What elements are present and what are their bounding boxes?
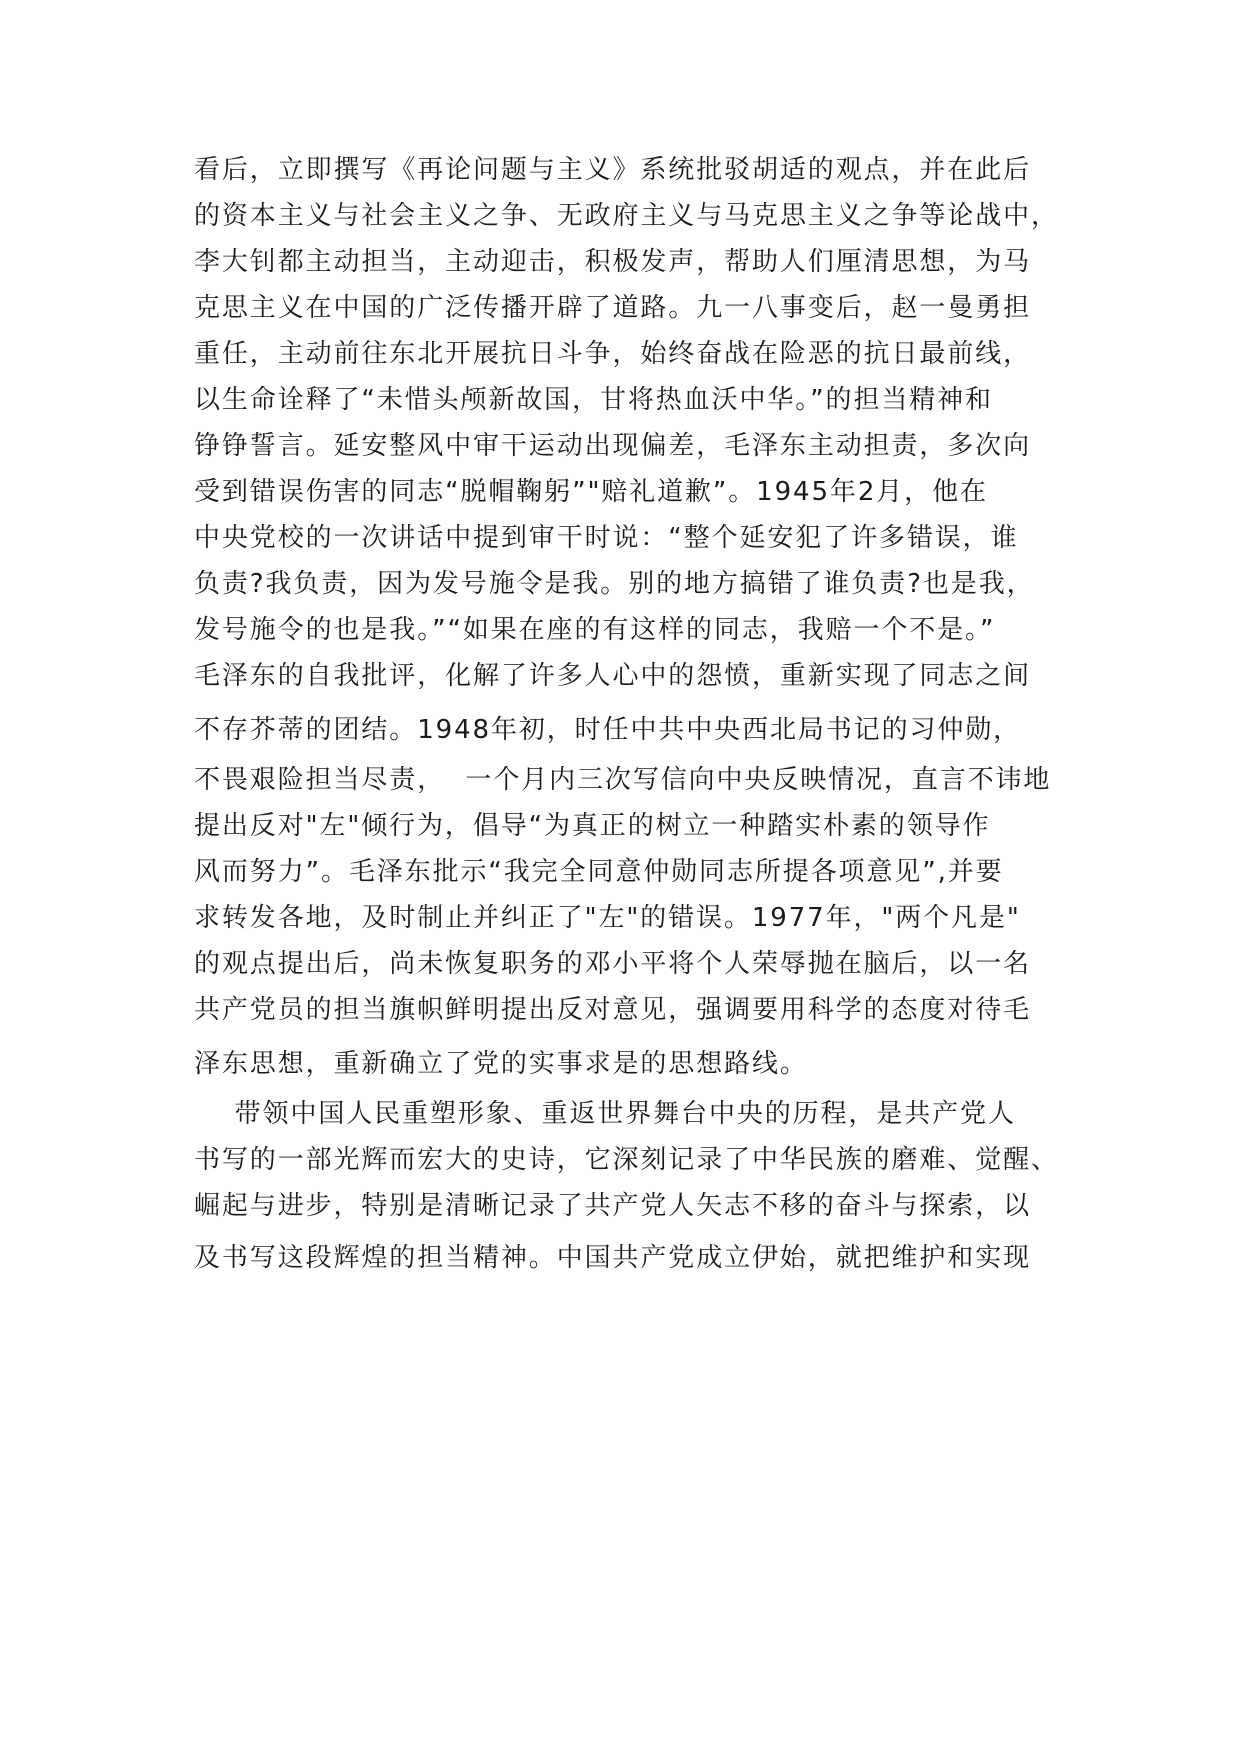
text-line: 泽东思想，重新确立了党的实事求是的思想路线。 — [194, 1049, 808, 1079]
text-line: 克思主义在中国的广泛传播开辟了道路。九一八事变后，赵一曼勇担 — [194, 293, 1032, 323]
text-line: 中央党校的一次讲话中提到审干时说：“整个延安犯了许多错误，谁 — [194, 523, 1019, 553]
text-line: 看后，立即撰写《再论问题与主义》系统批驳胡适的观点，并在此后 — [194, 155, 1032, 185]
text-line: 求转发各地，及时制止并纠正了"左"的错误。1977年，"两个凡是" — [194, 903, 1021, 933]
text-line: 不畏艰险担当尽责， 一个月内三次写信向中央反映情况，直言不讳地 — [194, 765, 1052, 795]
text-line: 及书写这段辉煌的担当精神。中国共产党成立伊始，就把维护和实现 — [194, 1243, 1032, 1273]
text-line: 负责?我负责，因为发号施令是我。别的地方搞错了谁负责?也是我， — [194, 569, 1035, 599]
text-line: 风而努力”。毛泽东批示“我完全同意仲勋同志所提各项意见”,并要 — [194, 857, 1004, 887]
text-line: 崛起与进步，特别是清晰记录了共产党人矢志不移的奋斗与探索，以 — [194, 1191, 1032, 1221]
text-line: 李大钊都主动担当，主动迎击，积极发声，帮助人们厘清思想，为马 — [194, 247, 1032, 277]
text-line: 毛泽东的自我批评，化解了许多人心中的怨愤，重新实现了同志之间 — [194, 661, 1032, 691]
text-line: 以生命诠释了“未惜头颅新故国，甘将热血沃中华。”的担当精神和 — [194, 385, 993, 415]
text-line: 不存芥蒂的团结。1948年初，时任中共中央西北局书记的习仲勋， — [194, 715, 1022, 745]
text-line: 发号施令的也是我。”“如果在座的有这样的同志，我赔一个不是。” — [194, 615, 996, 645]
text-line: 共产党员的担当旗帜鲜明提出反对意见，强调要用科学的态度对待毛 — [194, 995, 1032, 1025]
text-line: 的资本主义与社会主义之争、无政府主义与马克思主义之争等论战中， — [194, 201, 1059, 231]
text-line: 受到错误伤害的同志“脱帽鞠躬”"赔礼道歉”。1945年2月，他在 — [194, 477, 988, 507]
text-line: 提出反对"左"倾行为，倡导“为真正的树立一种踏实朴素的领导作 — [194, 811, 991, 841]
text-line: 书写的一部光辉而宏大的史诗，它深刻记录了中华民族的磨难、觉醒、 — [194, 1145, 1059, 1175]
text-line: 铮铮誓言。延安整风中审干运动出现偏差，毛泽东主动担责，多次向 — [194, 431, 1032, 461]
text-line: 带领中国人民重塑形象、重返世界舞台中央的历程，是共产党人 — [194, 1099, 1016, 1129]
text-line: 重任，主动前往东北开展抗日斗争，始终奋战在险恶的抗日最前线， — [194, 339, 1032, 369]
text-line: 的观点提出后，尚未恢复职务的邓小平将个人荣辱抛在脑后，以一名 — [194, 949, 1032, 979]
